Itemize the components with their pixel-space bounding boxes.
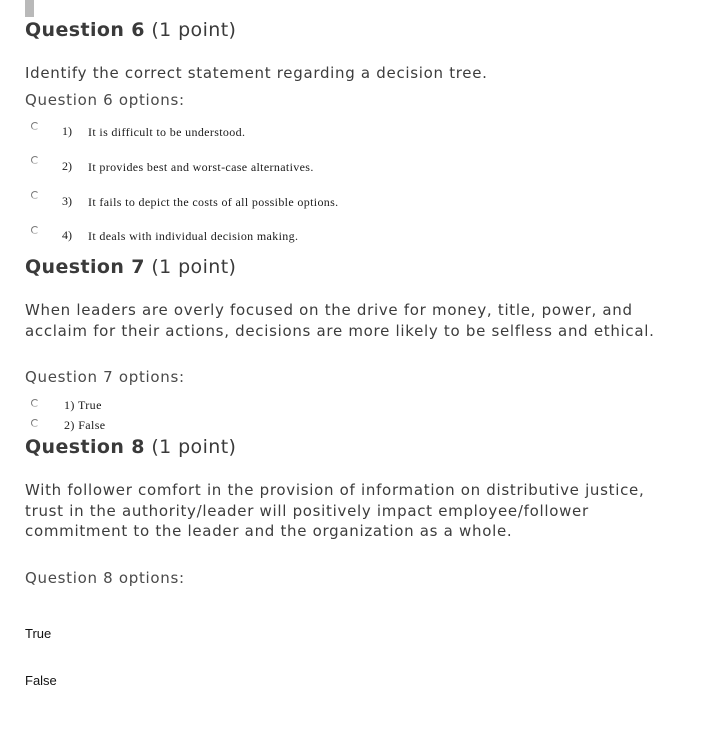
question-8-text: With follower comfort in the provision of information on distributive justice, trust in the authority/leader will positively impact employee/follower commitment to the leader and the organization as a whole. [25,481,645,540]
option-radio[interactable] [31,156,39,164]
question-7-text: When leaders are overly focused on the drive for money, title, power, and acclaim for their actions, decisions are more likely to be selfless and ethical. [25,301,655,340]
option-false[interactable]: False [25,673,57,688]
question-points: (1 point) [151,436,237,458]
option-radio[interactable] [31,226,39,234]
option-label: 1) True [64,398,102,412]
option-number: 4) [62,228,72,242]
question-8-options-label: Question 8 options: [25,569,185,587]
option-label: It is difficult to be understood. [88,125,246,139]
question-number: Question 7 [25,256,145,278]
option-number: 1) [62,124,72,138]
question-number: Question 6 [25,19,145,41]
question-7-options-label: Question 7 options: [25,368,185,386]
question-points: (1 point) [151,19,237,41]
option-label: It deals with individual decision making. [88,229,299,243]
question-points: (1 point) [151,256,237,278]
question-8-title [25,436,236,458]
option-number: 3) [62,194,72,208]
question-number: Question 8 [25,436,145,458]
question-7-title [25,256,236,278]
option-label: It provides best and worst-case alternatives. [88,160,314,174]
option-number: 2) [62,159,72,173]
question-6-text: Identify the correct statement regarding a decision tree. [25,64,488,82]
option-label: 2) False [64,418,106,432]
option-radio[interactable] [31,122,39,130]
option-radio[interactable] [31,419,39,427]
option-true[interactable]: True [25,626,52,641]
option-radio[interactable] [31,399,39,407]
scroll-tab [25,0,34,17]
question-6-title [25,19,236,41]
question-6-options-label: Question 6 options: [25,91,185,109]
option-radio[interactable] [31,191,39,199]
option-label: It fails to depict the costs of all possible options. [88,195,339,209]
